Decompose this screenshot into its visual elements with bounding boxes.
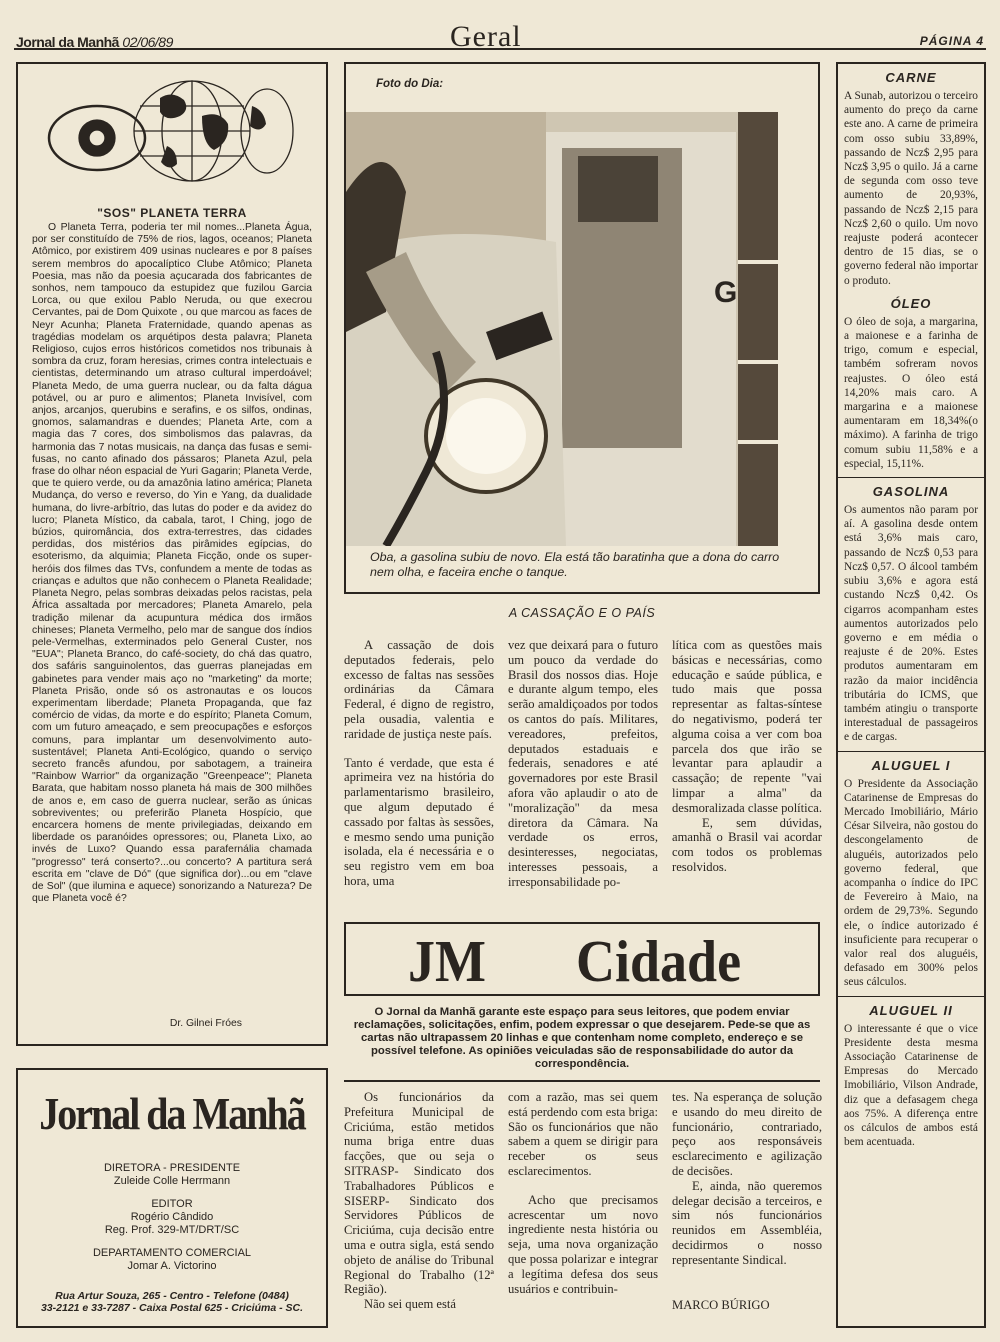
- sos-author: Dr. Gilnei Fróes: [169, 1017, 242, 1029]
- expediente-address: [18, 1290, 326, 1314]
- letter-text-1: Os funcionários da Prefeitura Municipal de Criciúma, estão metidos numa briga entre duas facções, que ou seja o SITRASP- Sindicato dos Trabalhadores Públicos e SISERP- Sindicato dos Servidores Públicos de Criciúma, cuja decisão entre uma e outra sigla, está sendo objeto de análise do Tribunal Regional do Trabalho (12ª Região).: [344, 1090, 494, 1297]
- expediente-staff: [18, 1162, 326, 1273]
- masthead-title: Jornal da Manhã: [16, 34, 119, 50]
- letter-col-2: [508, 1090, 658, 1340]
- expediente-logo: Jornal da Manhã: [39, 1087, 305, 1140]
- logo-cidade: Cidade: [576, 928, 742, 994]
- world-globe-eye-logo: [42, 76, 302, 196]
- editor-registration: Reg. Prof. 329-MT/DRT/SC: [104, 1224, 240, 1236]
- cassacao-col-2: [508, 638, 658, 906]
- cassacao-col-3: [672, 638, 822, 906]
- role-director: DIRETORA - PRESIDENTE: [103, 1162, 241, 1174]
- letter-text-3: tes. Na esperança de solução e usando do meu direito de funcionário, contrariado, peço aos responsáveis esclarecimento e agilização de decisões.: [672, 1090, 822, 1178]
- aluguel1-text: O Presidente da Associação Catarinense de Empresas do Mercado Imobiliário, Mário César Silveira, não gostou do descongelamento de aluguéis, autorizados pelo governo federal, que acompanha o índice do IPC de Fevereiro à Maio, na ordem de 29,73%. Segundo ele, o índice autorizado é insuficiente para recuperar o valor real dos aluguéis, defasado em 300% pelos seus cálculos.: [844, 777, 978, 989]
- photo-label: Foto do Dia:: [376, 78, 444, 90]
- sidebar-divider-1: [838, 477, 984, 478]
- letter-col-3: [672, 1090, 822, 1340]
- sos-title: "SOS" PLANETA TERRA: [97, 206, 247, 220]
- cidade-rule: [344, 1080, 820, 1082]
- letter-text-3b: E, ainda, não queremos delegar decisão a terceiros, e sim nós funcionários reunidos em Assembléia, decidirmos o nosso representante Sindical.: [672, 1178, 822, 1267]
- gasolina-text: Os aumentos não param por aí. A gasolina desde ontem está 3,6% mais caro, passando de Ncz$ 0,53 para Ncz$ 0,57. O álcool também subiu 3,6% e agora está custando Ncz$ 0,42. Os cigarros acompanham estes aumentos autorizados pelo governo e em média o reajuste é de 20%. Estes produtos aumentaram em razão da maior incidência tributária do ICMS, que também atingiu o transporte interestadual de passageiros e de cargas.: [844, 504, 978, 744]
- section-title: Geral: [450, 20, 522, 53]
- logo-jm: JM: [408, 928, 486, 994]
- role-commercial: DEPARTAMENTO COMERCIAL: [92, 1247, 252, 1259]
- sidebar-box: [836, 62, 986, 1328]
- sos-body: O Planeta Terra, poderia ter mil nomes...Planeta Água, por ser constituído de 75% de rios, lagos, oceanos; Planeta Atômico, por existirem 409 usinas nucleares e por 8 países serem membros do apocalíptico Clube Atômico; Planeta Poesia, mas não da poesia açucarada dos fabricantes de sonhos, nem tampouco da estupidez que fuzilou Garcia Lorca, ou que exilou Pablo Neruda, ou que execrou Cervantes, pai de Dom Quixote , ou que marcou as faces de Neyr Acunha; Planeta Fraternidade, quando apenas as tragédias modelam os arquétipos desta palavra; Planeta Religioso, cujos erros históricos cometidos nos tribunais à sombra da cruz, foram heresias, crimes contra intelectuais e cientistas, determinando um atraso cultural imperdoável; Planeta Medo, de uma guerra nuclear, ou da falta dágua potável, ou ar puro e alimentos; Planeta Invisível, com anjos, arcanjos, querubins e serafins, e os silfos, ondinas, gnomos, salamandras e duendes; Planeta Arte, com a magia das 7 cores, dos simbolismos das palavras, da harmonia das 7 notas musicais, na dança das fusas e semi-fusas, no canto afinado dos pássaros; Planeta Azul, pela frase do olhar néon espacial de Yuri Gagarin; Planeta Verde, que te quiero verde, ou da amazônia latino américa; Planeta Mudança, do verso e reverso, do Yin e Yang, da dualidade humana, do livre-arbítrio, das lutas do poder e da avidez do lucro; Planeta Místico, da cabala, tarot, I Ching, jogo de búzios, quiromância, dos extra-terrestres, das cidades perdidas, dos mistérios das pirâmides egípcias, do esoterismo, da alquimia; Planeta Ficção, onde os super-heróis dos filmes das TVs, confundem a mente de todas as crianças e adultos que não conhecem o Planeta Realidade; Planeta Negro, pelas sombras deixadas pelos racistas, pela África assaltada por mercadores; Planeta Amarelo, pela tradição milenar da acupuntura médica dos irmãos chineses; Planeta Vermelho, pelo mar de sangue dos índios pele-Vermelhas, exterminados pelo General Custer, nos "EUA"; Planeta Branco, do café-society, do chá das quatro, dos safáris sanguinolentos, das guerras planejadas em gabinetes para vender mais aço no "marketing" da morte; Planeta Prisão, onde só os astronautas e os loucos experimentam liberdade; Planeta Propaganda, que faz comércio de vidas, da morte e do espírito; Planeta Comum, com um futuro ameaçado, e sem preocupações e esforços comuns, para implantar um desenvolvimento auto-sustentável; Planeta Anti-Ecológico, quando o serviço secreto francês afundou, por sabotagem, a traineira "Rainbow Warrior" da organização "Greenpeace"; Planeta Barata, que habitam nosso planeta há mais de 300 milhões de anos e, em caso de guerra nuclear, serão as únicas sobreviventes; ou preferirão Planeta Hospício, que encarcera homens de mente privilegiadas, deixando em liberdade os paranóides opressores; ou, Planeta Lixo, ao invés de Luxo? Quando essa parafernália chamada "progresso" terá conserto?...ou concerto? A partitura será escrita em "clave de Dó" (que significa dor)...ou em "clave de Sol" (que ilumina e aquece) sonorizando a Natureza? De que Planeta você é?: [32, 222, 312, 905]
- photo-caption: Oba, a gasolina subiu de novo. Ela está tão baratinha que a dona do carro nem olha, e faceira enche o tanque.: [370, 550, 780, 579]
- expediente-box: [16, 1068, 328, 1328]
- issue-date: 02/06/89: [122, 34, 173, 50]
- cassacao-text-2: vez que deixará para o futuro um pouco da verdade do Brasil dos nossos dias. Hoje e durante algum tempo, eles serão amaldiçoados por todos os cantos do país. Militares, vereadores, prefeitos, deputados estaduais e federais, senadores e até governadores por este Brasil afora vão aplaudir o ato de "moralização" da mesa diretora da Câmara. Na verdade os erros, desinteresses, negociatas, interesses pessoais, a irresponsabilidade po-: [508, 638, 658, 889]
- cidade-notice: O Jornal da Manhã garante este espaço para seus leitores, que podem enviar reclamações, solicitações, enfim, podem expressar o que desejarem. Pede-se que as cartas não ultrapassem 20 linhas e que contenham nome completo, endereço e se possível telefone. As opiniões veiculadas são de responsabilidade do autor da correspondência.: [353, 1006, 811, 1070]
- letter-text-2b: Acho que precisamos acrescentar um novo ingrediente nesta história ou seja, uma nova organização que possa polarizar e integrar a legítima defesa dos seus usuários e contribuin-: [508, 1192, 658, 1296]
- photo-box: [344, 62, 820, 594]
- cassacao-title: A CASSAÇÃO E O PAÍS: [508, 606, 656, 620]
- gas-station-photo: [346, 112, 778, 546]
- oleo-text: O óleo de soja, a margarina, a maionese e a farinha de trigo, comum e especial, também sofreram novos reajustes. O óleo está 14,20% mais caro. A margarina e a maionese aumentaram em 18,34%(o máximo). A farinha de trigo comum subiu 11,58% e a especial, 15,11%.: [844, 315, 978, 470]
- cassacao-text-1b: Tanto é verdade, que esta é aprimeira vez na história do parlamentarismo brasileiro, que algum deputado é cassado por faltas às sessões, e mesmo sendo uma punição isolada, ela é necessária e o seu registro vem em boa hora, uma: [344, 755, 494, 888]
- aluguel2-heading: ALUGUEL II: [869, 1002, 953, 1018]
- address-line-1: Rua Artur Souza, 265 - Centro - Telefone (0484): [55, 1290, 289, 1302]
- aluguel2-text: O interessante é que o vice Presidente desta mesma Associação Catarinense de Empresas do Mercado Imobiliário, Vilson Andrade, diz que a defasagem chega aos 75%. A diferença entre os cálculos de ambos está bem acentuada.: [844, 1022, 978, 1149]
- sos-article-box: [16, 62, 328, 1046]
- name-commercial: Jomar A. Victorino: [127, 1260, 217, 1272]
- cassacao-col-1: [344, 638, 494, 906]
- cassacao-text-3b: E, sem dúvidas, amanhã o Brasil vai acordar com todos os problemas resolvidos.: [672, 815, 822, 874]
- cassacao-text-3: lítica com as questões mais básicas e necessárias, como educação e saúde pública, e tudo mais que possa representar as faltas-síntese do negativismo, poderá ter alguma coisa a ver com boa parcela dos que irão se levantar para aplaudir a cassação; de repente "vai limpar a alma" da desmoralizada classe política.: [672, 638, 823, 815]
- sidebar-divider-2: [838, 751, 984, 752]
- jm-cidade-box: [344, 922, 820, 996]
- pump-letter: G: [714, 276, 738, 309]
- address-line-2: 33-2121 e 33-7287 - Caixa Postal 625 - Criciúma - SC.: [40, 1302, 304, 1314]
- letter-col-1: [344, 1090, 494, 1340]
- oleo-heading: ÓLEO: [890, 295, 932, 311]
- name-editor: Rogério Cândido: [130, 1211, 214, 1223]
- header-rule: [14, 48, 986, 50]
- role-editor: EDITOR: [151, 1198, 193, 1210]
- letter-text-1b: Não sei quem está: [364, 1297, 456, 1312]
- cassacao-text-1: A cassação de dois deputados federais, pelo excesso de faltas nas sessões ordinárias da Câmara Federal, é digno de registro, pela ousadia, valentia e raridade de justiça neste país.: [344, 638, 494, 741]
- sidebar-divider-3: [838, 996, 984, 997]
- carne-text: A Sunab, autorizou o terceiro aumento do preço da carne este ano. A carne de primeira com osso subiu 33,89%, passando de Ncz$ 2,95 para Ncz$ 3,95 o quilo. Já a carne de segunda com osso teve aumento de 20,93%, passando de Ncz$ 2,15 para Ncz$ 2,60 o quilo. Um novo reajuste poderá acontecer dentro de 15 dias, se o governo federal não importar o produto.: [844, 90, 978, 287]
- gasolina-heading: GASOLINA: [872, 484, 950, 500]
- name-director: Zuleide Colle Herrmann: [113, 1175, 231, 1187]
- letter-author: MARCO BÚRIGO: [672, 1297, 770, 1312]
- carne-heading: CARNE: [885, 70, 937, 85]
- page-number: PÁGINA 4: [919, 34, 984, 48]
- letter-text-2: com a razão, mas sei quem está perdendo com esta briga: São os funcionários que não sabem a quem se dirigir para receber os seus esclarecimentos.: [508, 1090, 658, 1178]
- aluguel1-heading: ALUGUEL I: [871, 757, 951, 773]
